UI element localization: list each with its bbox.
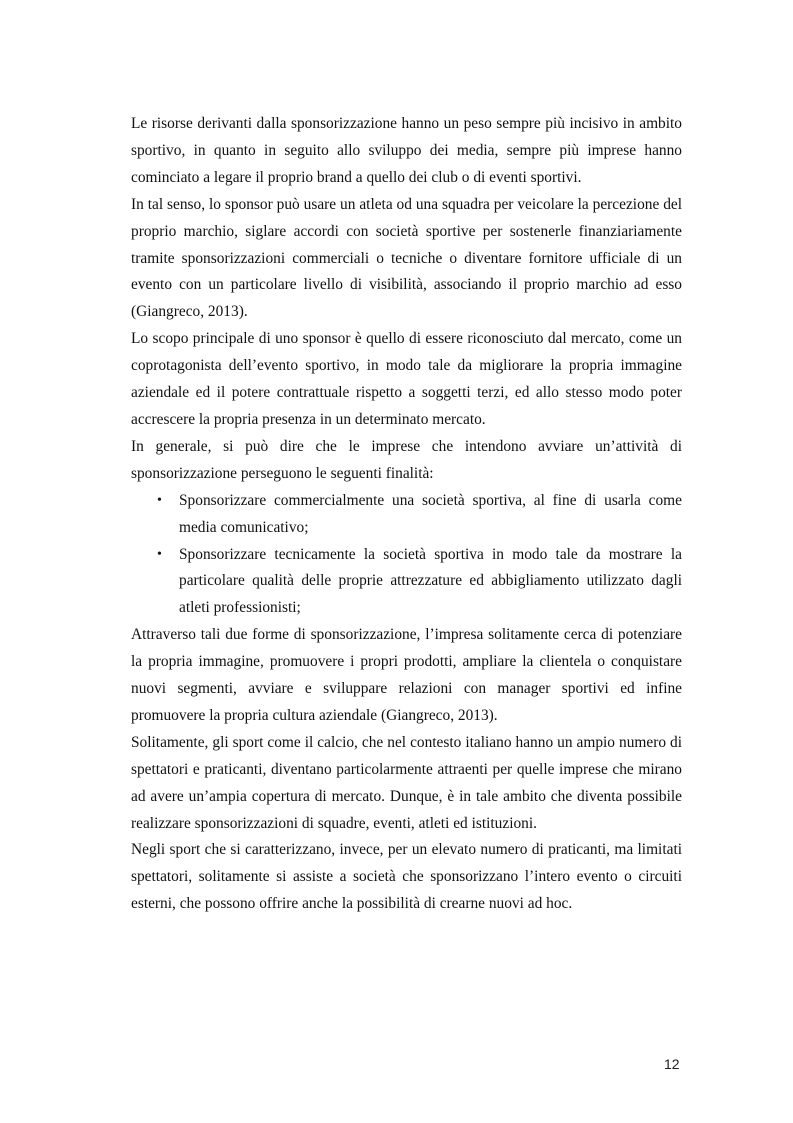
list-item bbox=[131, 542, 682, 623]
page-body bbox=[131, 111, 682, 918]
list-item-text: Sponsorizzare commercialmente una società sportiva, al fine di usarla come media comunicativo; bbox=[179, 491, 682, 536]
bullet-icon: • bbox=[157, 546, 162, 562]
paragraph-sponsor-uses: In tal senso, lo sponsor può usare un atleta od una squadra per veicolare la percezione del proprio marchio, siglare accordi con società sportive per sostenerle finanziariamente tramite sponsorizzazioni commerciali o tecniche o diventare fornitore ufficiale di un evento con un particolare livello di visibilità, associando il proprio marchio ad esso (Giangreco, 2013). bbox=[131, 195, 682, 321]
list-item bbox=[131, 488, 682, 542]
paragraph-list-intro: In generale, si può dire che le imprese che intendono avviare un’attività di sponsorizzazione perseguono le seguenti finalità: bbox=[131, 437, 682, 482]
paragraph-sponsorship-resources: Le risorse derivanti dalla sponsorizzazione hanno un peso sempre più incisivo in ambito sportivo, in quanto in seguito allo sviluppo dei media, sempre più imprese hanno cominciato a legare il proprio brand a quello dei club o di eventi sportivi. bbox=[131, 115, 682, 186]
bullet-icon: • bbox=[157, 492, 162, 508]
paragraph-other-sports: Negli sport che si caratterizzano, invece, per un elevato numero di praticanti, ma limitati spettatori, solitamente si assiste a società che sponsorizzano l’intero evento o circuiti esterni, che possono offrire anche la possibilità di crearne nuovi ad hoc. bbox=[131, 841, 682, 913]
goals-list bbox=[131, 488, 682, 623]
paragraph-sponsor-goal: Lo scopo principale di uno sponsor è quello di essere riconosciuto dal mercato, come un coprotagonista dell’evento sportivo, in modo tale da migliorare la propria immagine aziendale ed il potere contrattuale rispetto a soggetti terzi, ed allo stesso modo poter accrescere la propria presenza in un determinato mercato. bbox=[131, 330, 682, 428]
paragraph-sponsorship-forms: Attraverso tali due forme di sponsorizzazione, l’impresa solitamente cerca di potenziare la propria immagine, promuovere i propri prodotti, ampliare la clientela o conquistare nuovi segmenti, avviare e sviluppare relazioni con manager sportivi ed infine promuovere la propria cultura aziendale (Giangreco, 2013). bbox=[131, 626, 682, 724]
paragraph-football-example: Solitamente, gli sport come il calcio, che nel contesto italiano hanno un ampio numero di spettatori e praticanti, diventano particolarmente attraenti per quelle imprese che mirano ad avere un’ampia copertura di mercato. Dunque, è in tale ambito che diventa possibile realizzare sponsorizzazioni di squadre, eventi, atleti ed istituzioni. bbox=[131, 733, 682, 832]
list-item-text: Sponsorizzare tecnicamente la società sportiva in modo tale da mostrare la particolare qualità delle proprie attrezzature ed abbigliamento utilizzato dagli atleti professionisti; bbox=[179, 545, 682, 617]
page-number: 12 bbox=[664, 1056, 680, 1072]
